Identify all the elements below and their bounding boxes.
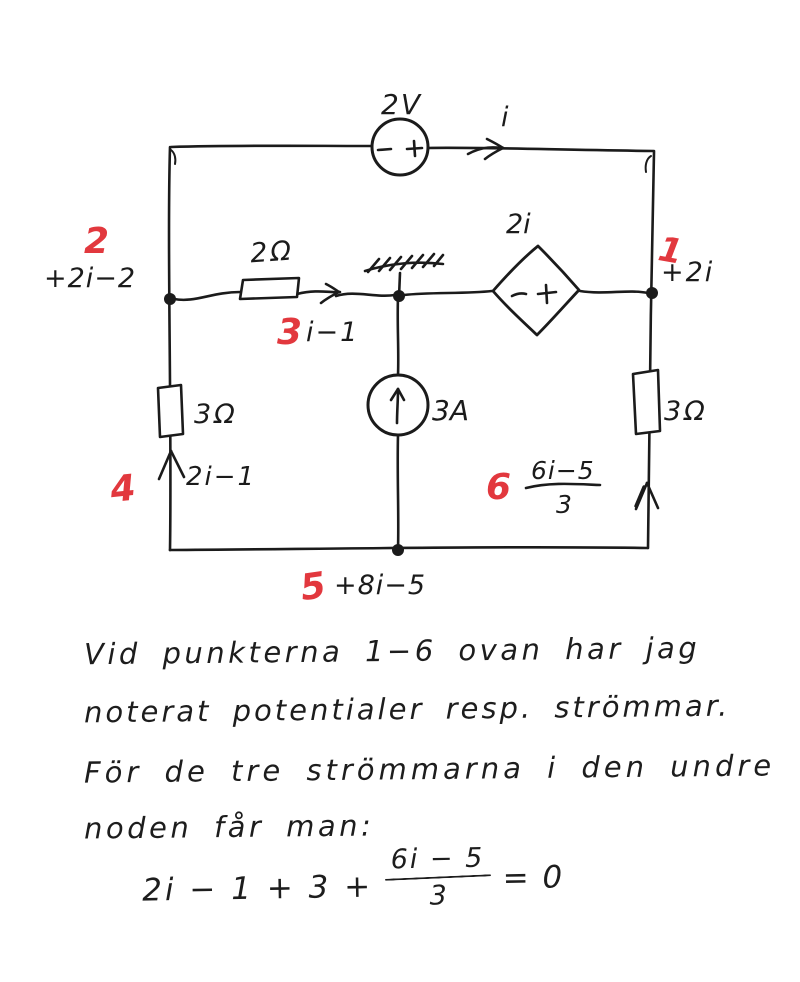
node-equation (141, 839, 564, 916)
current-source-3a (368, 375, 428, 435)
current-source-label: 3A (432, 394, 469, 427)
voltage-source-2v (372, 119, 428, 175)
node-dot-right (646, 287, 658, 299)
top-current-label: i (501, 102, 509, 133)
node2-number: 2 (84, 221, 110, 262)
resistor-right-label: 3Ω (664, 396, 708, 427)
equation-numerator: 6i − 5 (390, 842, 485, 876)
node5-number: 5 (297, 565, 329, 610)
node-dot-bottom (392, 544, 404, 556)
node1-value: +2i (661, 257, 715, 288)
node4-value: 2i−1 (186, 462, 257, 492)
equation-fraction-bar (385, 874, 491, 881)
wire-left (169, 147, 175, 550)
equation-denominator: 3 (429, 880, 448, 912)
node6-number: 6 (486, 467, 512, 508)
node6-value-denominator: 3 (556, 490, 572, 519)
resistor-2ohm-label: 2Ω (249, 235, 296, 270)
resistor-left-label: 3Ω (194, 399, 238, 430)
voltage-source-label: 2V (381, 88, 422, 121)
node-dot-left (164, 293, 176, 305)
node3-number: 3 (277, 312, 303, 353)
node-dot-center (393, 290, 405, 302)
node1-number: 1 (655, 229, 686, 273)
equation-lhs: 2i − 1 + 3 + (141, 868, 374, 909)
note-line-2: noterat potentialer resp. strömmar. (83, 688, 731, 730)
resistor-left-3ohm (158, 385, 183, 437)
dependent-source-2i (493, 246, 579, 335)
ground-icon (365, 254, 443, 297)
node6-value-numerator: 6i−5 (531, 456, 595, 485)
right-branch-arrow-up (636, 483, 658, 509)
note-line-1: Vid punkterna 1−6 ovan har jag (83, 630, 701, 672)
note-line-3: För de tre strömmarna i den undre (83, 748, 776, 790)
equation-fraction (384, 841, 491, 913)
equation-rhs: = 0 (502, 859, 565, 897)
wire-top-left (171, 146, 372, 147)
wire-top-right (428, 148, 654, 151)
node4-number: 4 (108, 467, 138, 511)
node2-value: +2i−2 (44, 263, 137, 294)
node5-value: +8i−5 (334, 570, 427, 601)
node3-value: i−1 (306, 317, 360, 348)
resistor-2ohm (240, 278, 299, 299)
current-arrow-i-minus-1 (321, 284, 339, 303)
resistor-right-3ohm (633, 370, 660, 434)
wire-bottom (170, 547, 647, 550)
dependent-source-label: 2i (506, 209, 531, 240)
note-line-4: noden får man: (83, 808, 375, 846)
